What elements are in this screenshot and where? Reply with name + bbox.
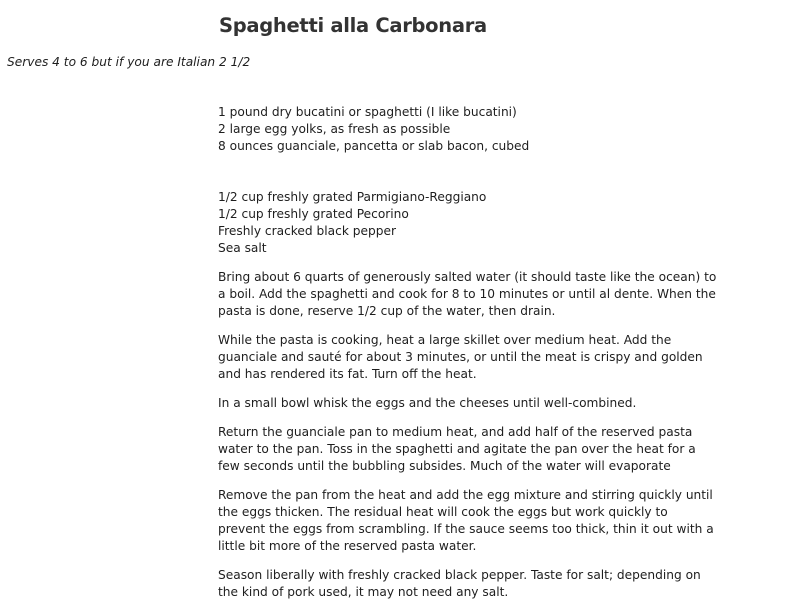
instruction-step: Bring about 6 quarts of generously salted water (it should taste like the ocean) to a boil. Add the spaghetti and cook for 8 to 10 minutes or until al dente. When the pasta is done, reserve 1/2 cup of the water, then drain. xyxy=(218,270,717,318)
ingredient-item: 1/2 cup freshly grated Parmigiano-Reggiano xyxy=(218,190,487,204)
ingredient-item: 8 ounces guanciale, pancetta or slab bacon, cubed xyxy=(218,139,530,153)
instruction-step: Remove the pan from the heat and add the egg mixture and stirring quickly until the eggs thicken. The residual heat will cook the eggs but work quickly to prevent the eggs from scrambling. If the sauce seems too thick, thin it out with a little bit more of the reserved pasta water. xyxy=(218,488,714,553)
ingredient-item: Freshly cracked black pepper xyxy=(218,224,396,238)
ingredient-list-main xyxy=(218,104,800,155)
instruction-step: While the pasta is cooking, heat a large skillet over medium heat. Add the guanciale and sauté for about 3 minutes, or until the meat is crispy and golden and has rendered its fat. Turn off the heat. xyxy=(218,333,703,381)
recipe-body xyxy=(218,104,800,601)
recipe-title: Spaghetti alla Carbonara xyxy=(219,14,487,37)
ingredient-item: 2 large egg yolks, as fresh as possible xyxy=(218,122,451,136)
instruction-step: Return the guanciale pan to medium heat, and add half of the reserved pasta water to the pan. Toss in the spaghetti and agitate the pan over the heat for a few seconds until the bubbling subsides. Much of the water will evaporate xyxy=(218,425,696,473)
ingredient-list-seasoning xyxy=(218,189,800,257)
ingredient-item: 1/2 cup freshly grated Pecorino xyxy=(218,207,409,221)
ingredient-item: 1 pound dry bucatini or spaghetti (I like bucatini) xyxy=(218,105,517,119)
instruction-step: Season liberally with freshly cracked black pepper. Taste for salt; depending on the kind of pork used, it may not need any salt. xyxy=(218,568,701,599)
instructions xyxy=(218,269,800,601)
ingredient-item: Sea salt xyxy=(218,241,267,255)
instruction-step: In a small bowl whisk the eggs and the cheeses until well-combined. xyxy=(218,396,637,410)
serves-note: Serves 4 to 6 but if you are Italian 2 1/2 xyxy=(7,55,251,69)
